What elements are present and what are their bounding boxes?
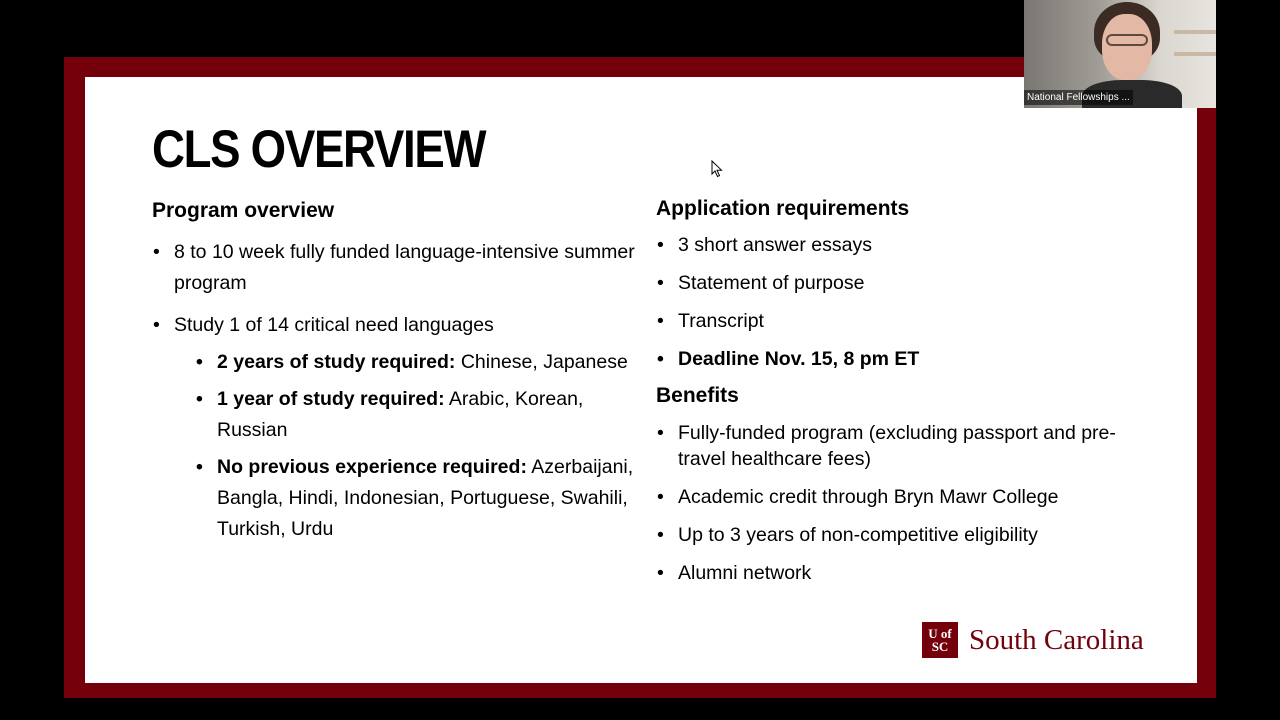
video-shelf [1174,30,1216,34]
list-item [657,522,1156,548]
bullet-icon: • [657,234,664,256]
deadline-text: Deadline Nov. 15, 8 pm ET [678,348,920,370]
bullet-icon: • [657,310,664,332]
list-item [153,237,642,299]
list-item-text: Up to 3 years of non-competitive eligibility [678,524,1038,546]
list-item [196,452,642,545]
mouse-pointer-icon [711,160,723,178]
list-item [657,270,1156,296]
bullet-icon: • [657,524,664,546]
list-item-text: Transcript [678,310,764,332]
requirements-list [656,232,1156,372]
language-names: Azerbaijani, Bangla, Hindi, Indonesian, Portuguese, Swahili, Turkish, Urdu [217,456,634,540]
list-item [657,484,1156,510]
bullet-icon: • [657,272,664,294]
slide [85,77,1197,683]
application-requirements-heading: Application requirements [656,197,910,220]
logo-text: South Carolina [969,623,1144,656]
bullet-icon: • [657,486,664,508]
logo-badge-top: U of [928,626,952,641]
list-item [196,347,642,378]
language-names: Arabic, Korean, Russian [217,388,584,441]
list-item [657,308,1156,334]
program-overview-heading: Program overview [152,199,335,222]
requirement-label: 1 year of study required: [217,388,445,410]
requirement-label: 2 years of study required: [217,351,456,373]
bullet-icon: • [657,422,664,444]
list-item-text: Alumni network [678,562,812,584]
requirement-label: No previous experience required: [217,456,527,478]
list-item-text: 8 to 10 week fully funded language-intensive summer program [174,241,635,294]
list-item [153,310,642,545]
list-item-text: Statement of purpose [678,272,865,294]
video-participant-face [1102,14,1152,80]
slide-title: CLS OVERVIEW [152,120,486,179]
list-item-text: Fully-funded program (excluding passport and pre-travel healthcare fees) [678,422,1116,470]
requirements-column [656,195,1156,598]
program-overview-column [152,197,642,556]
list-item [196,384,642,446]
list-item [657,346,1156,372]
list-item-text: 3 short answer essays [678,234,873,256]
bullet-icon: • [657,562,664,584]
benefits-list [656,420,1156,586]
list-item-text: Study 1 of 14 critical need languages [174,314,494,336]
list-item-text: Academic credit through Bryn Mawr College [678,486,1059,508]
language-list [174,347,642,545]
bullet-icon: • [153,314,160,336]
participant-video-tile[interactable] [1024,0,1216,108]
program-overview-list [152,237,642,545]
video-participant-glasses [1106,34,1148,46]
benefits-heading: Benefits [656,384,739,407]
bullet-icon: • [657,348,664,370]
bullet-icon: • [196,456,203,478]
list-item [657,232,1156,258]
language-names: Chinese, Japanese [455,351,628,373]
list-item [657,420,1156,472]
participant-name-label: National Fellowships ... [1024,90,1133,105]
logo-badge-bottom: SC [931,639,949,654]
usc-logo-icon [922,622,958,658]
usc-logo [922,622,1144,658]
bullet-icon: • [196,388,203,410]
bullet-icon: • [196,351,203,373]
video-shelf [1174,52,1216,56]
bullet-icon: • [153,241,160,263]
list-item [657,560,1156,586]
